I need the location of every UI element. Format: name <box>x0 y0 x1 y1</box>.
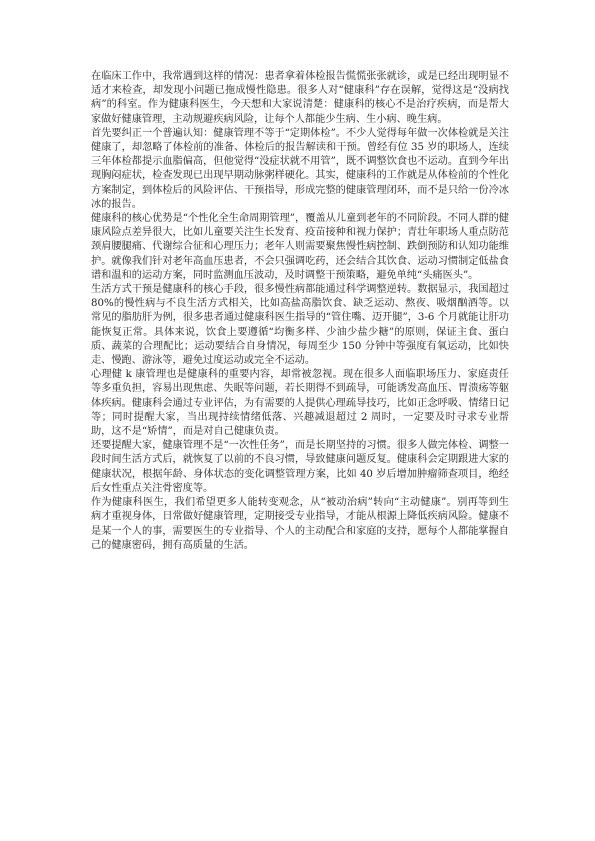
paragraph-lifestyle-intervention: 生活方式干预是健康科的核心手段，很多慢性病都能通过科学调整逆转。数据显示，我国超过 80%的慢性病与不良生活方式相关，比如高盐高脂饮食、缺乏运动、熬夜、吸烟酗酒等。以常见的脂肪肝为例，很多患者通过健康科医生指导的“管住嘴、迈开腿”，3-6 个月就能让肝功能恢复正常。具体来说，饮食上要遵循“均衡多样、少油少盐少糖”的原则，保证主食、蛋白质、蔬菜的合理配比；运动要结合自身情况，每周至少 150 分钟中等强度有氧运动，比如快走、慢跑、游泳等，避免过度运动或完全不运动。 <box>91 284 509 367</box>
article-body <box>91 70 509 553</box>
paragraph-long-term-habit: 还要提醒大家，健康管理不是“一次性任务”，而是长期坚持的习惯。很多人做完体检、调整一段时间生活方式后，就恢复了以前的不良习惯，导致健康问题反复。健康科会定期跟进大家的健康状况，根据年龄、身体状态的变化调整管理方案，比如 40 岁后增加肿瘤筛查项目，绝经后女性重点关注骨密度等。 <box>91 440 509 494</box>
paragraph-mental-health: 心理健 k 康管理也是健康科的重要内容，却常被忽视。现在很多人面临职场压力、家庭责任等多重负担，容易出现焦虑、失眠等问题，若长期得不到疏导，可能诱发高血压、胃溃疡等躯体疾病。健康科会通过专业评估，为有需要的人提供心理疏导技巧，比如正念呼吸、情绪日记等；同时提醒大家，当出现持续情绪低落、兴趣减退超过 2 周时，一定要及时寻求专业帮助，这不是“矫情”，而是对自己健康负责。 <box>91 369 509 438</box>
paragraph-checkup-misconception: 首先要纠正一个普遍认知：健康管理不等于“定期体检”。不少人觉得每年做一次体检就是关注健康了，却忽略了体检前的准备、体检后的报告解读和干预。曾经有位 35 岁的职场人，连续三年体检都提示血脂偏高，但他觉得“没症状就不用管”，既不调整饮食也不运动。直到今年出现胸闷症状，检查发现已出现早期动脉粥样硬化。其实，健康科的工作就是从体检前的个性化方案制定，到体检后的风险评估、干预指导，形成完整的健康管理闭环，而不是只给一份冷冰冰的报告。 <box>91 127 509 210</box>
paragraph-conclusion: 作为健康科医生，我们希望更多人能转变观念，从“被动治病”转向“主动健康”。别再等到生病才重视身体，日常做好健康管理，定期接受专业指导，才能从根源上降低疾病风险。健康不是某一个人的事，需要医生的专业指导、个人的主动配合和家庭的支持，愿每个人都能掌握自己的健康密码，拥有高质量的生活。 <box>91 497 509 551</box>
paragraph-lifecycle-management: 健康科的核心优势是“个性化全生命周期管理”，覆盖从儿童到老年的不同阶段。不同人群的健康风险点差异很大，比如儿童要关注生长发育、疫苗接种和视力保护；青壮年职场人重点防范颈肩腰腿痛、代谢综合征和心理压力；老年人则需要聚焦慢性病控制、跌倒预防和认知功能维护。就像我们针对老年高血压患者，不会只强调吃药，还会结合其饮食、运动习惯制定低盐食谱和温和的运动方案，同时监测血压波动，及时调整干预策略，避免单纯“头痛医头”。 <box>91 213 509 281</box>
paragraph-intro: 在临床工作中，我常遇到这样的情况：患者拿着体检报告慌慌张张就诊，或是已经出现明显不适才来检查，却发现小问题已拖成慢性隐患。很多人对“健康科”存在误解，觉得这是“没病找病”的科室。作为健康科医生，今天想和大家说清楚：健康科的核心不是治疗疾病，而是帮大家做好健康管理，主动规避疾病风险，让每个人都能少生病、生小病、晚生病。 <box>91 71 509 125</box>
